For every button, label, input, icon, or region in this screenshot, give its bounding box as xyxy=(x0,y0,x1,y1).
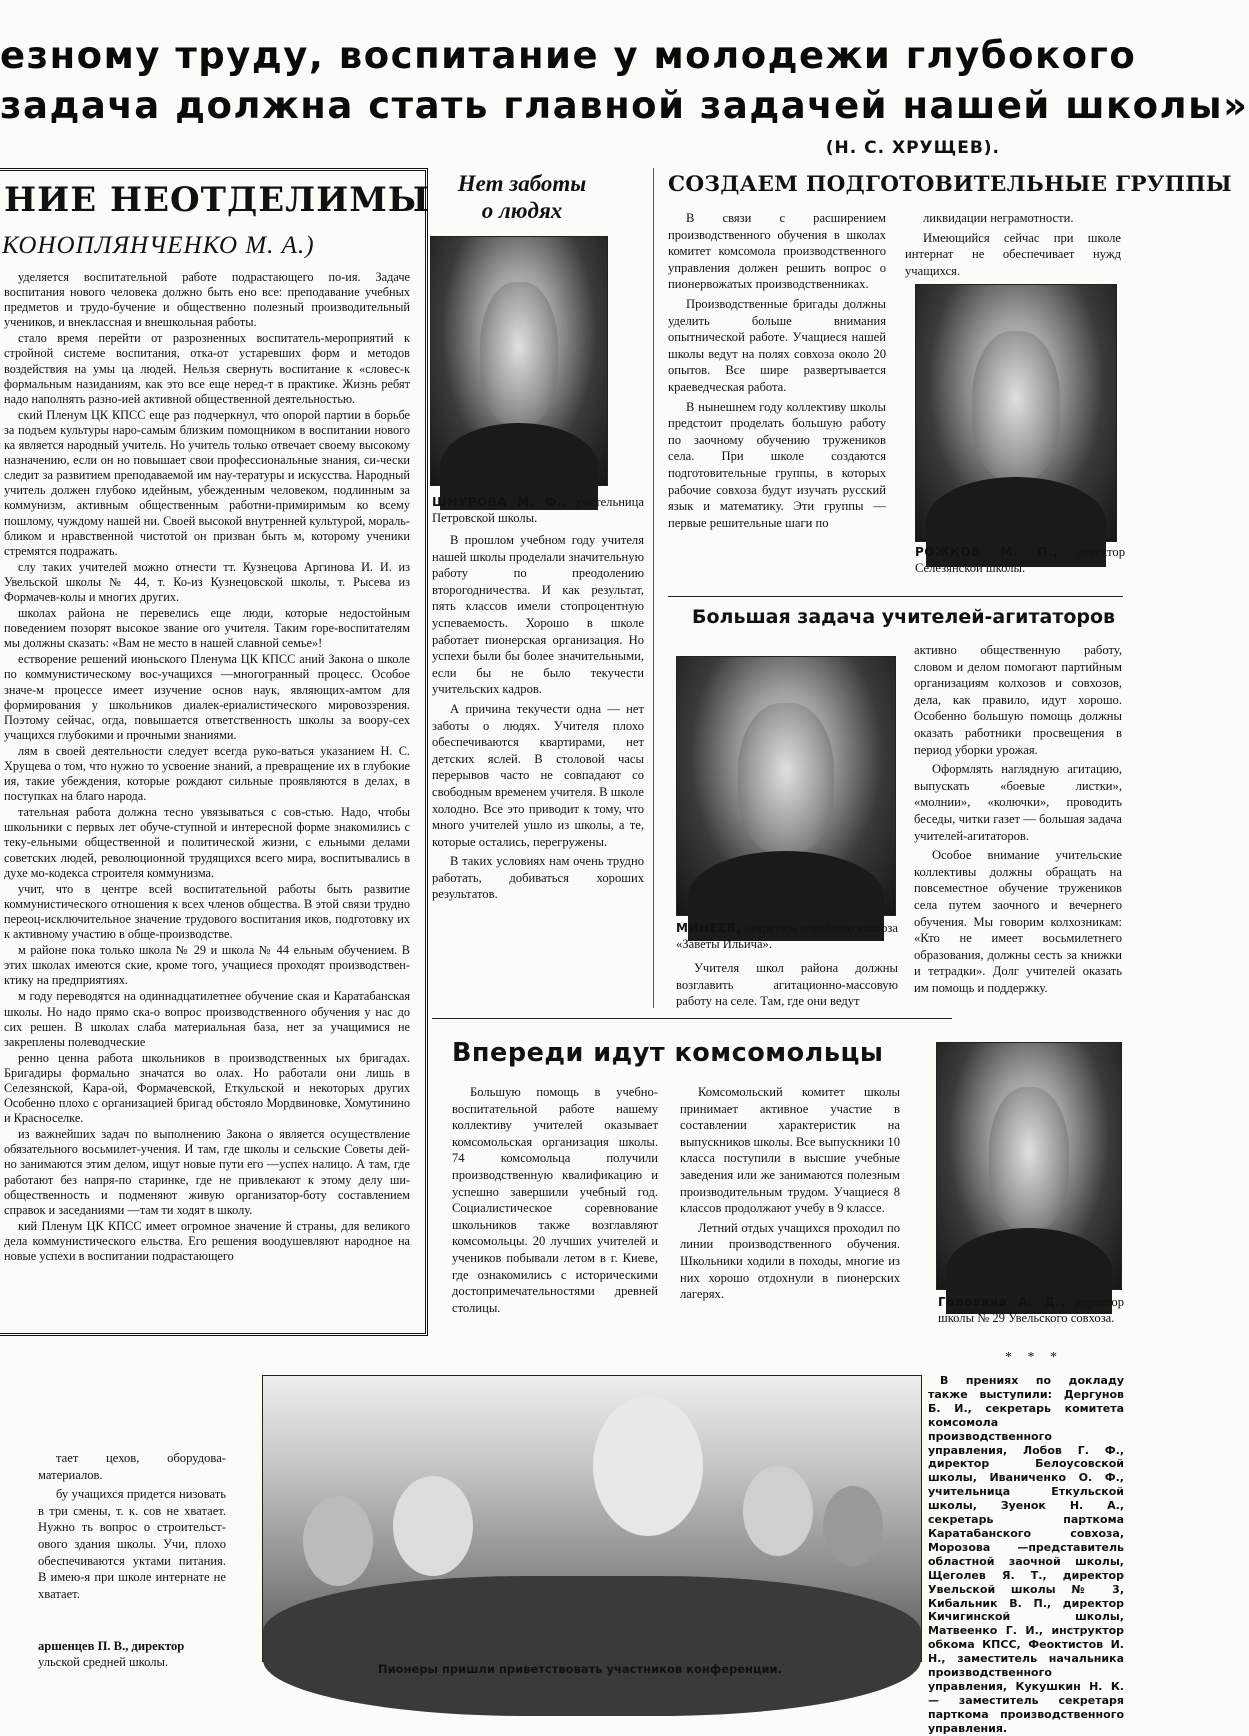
agitators-paragraph: активно общественную работу, словом и делом помогают партийным организациям колхозов и совхозов, дела, как правило, идут хорошо. Особенно большую помощь должны оказать работники просвещения в период уборки урожая. xyxy=(914,643,1122,757)
section-rule xyxy=(432,1018,952,1019)
no-care-paragraph: А причина текучести одна — нет заботы о людях. Учителя плохо обеспечиваются квартирами, нет детских яслей. В столовой часы перерывов часто не совпадают со свободным временем учителя. В школе холодно. Все это приводит к тому, что много учителей ушло из школы, а те, которые остались, перегружены. xyxy=(432,701,644,849)
left-article-title: НИЕ НЕОТДЕЛИМЫ xyxy=(4,180,430,220)
komsomol-paragraph: Комсомольский комитет школы принимает активное участие в составлении характеристик на выпускников школы. Все выпускники 10 класса поступили в высшие учебные заведения или же занимаются полезным производительным трудом. Учащиеся 8 классов продолжают учебу в 9 классе. xyxy=(680,1085,900,1216)
banner-line-1: езному труду, воспитание у молодежи глубокого xyxy=(0,34,1137,77)
golovina-photo xyxy=(936,1042,1122,1290)
no-care-paragraph: В таких условиях нам очень трудно работать, добиваться хороших результатов. xyxy=(432,854,644,902)
left-paragraph: кий Пленум ЦК КПСС имеет огромное значение й страны, для великого дела коммунистического ельства. Его решения воодушевляют народное на новые успехи в воспитании подрастающего xyxy=(4,1218,410,1263)
left-tail-body xyxy=(38,1450,226,1635)
shnurova-photo xyxy=(430,236,608,486)
left-tail-paragraph: бу учащихся придется низовать в три смены, т. к. сов не хватает. Нужно ть вопрос о строительст-ового здания школы. Учи, плохо обеспечиваются уктами питания. В имею-я при школе интернате не хватает. xyxy=(38,1487,226,1601)
caption-rest: учительница Петровской школы. xyxy=(432,495,645,525)
left-paragraph: стало время перейти от разрозненных воспитатель-мероприятий к стройной системе воспитания, отка-от устаревших форм и методов воздействия на умы ца людей. Нельзя свернуть воспитание к «словес-к формальным назиданиям, как это все еще неред-т в практике. Жизнь ребят надо наполнять разно-ией активной общественной деятельностью. xyxy=(4,331,410,406)
rozhkov-caption xyxy=(915,544,1125,576)
debates-text: В прениях по докладу также выступили: Дергунов Б. И., секретарь комитета комсомола производственного управления, Лобов Г. Ф., директор Белоусовской школы, Иваниченко О. Ф., учительница Еткульской школы, Зуенок Н. А., секретарь парткома Каратабанского совхоза, Морозова —представитель областной заочной школы, Щеголев Я. Т., директор Увельской школы № 3, Кибальник В. П., директор Кичигинской школы, Матвеенко Г. И., инструктор обкома КПСС, Феоктистов И. Н., заместитель начальника производственного управления, Кукушкин Н. К. — заместитель секретаря парткома производственного управления. xyxy=(928,1374,1124,1735)
agitators-paragraph: Учителя школ района должны возглавить агитационно-массовую работу на селе. Там, где они ведут xyxy=(676,961,898,1009)
shnurova-caption xyxy=(432,494,644,526)
prep-groups-paragraph: В связи с расширением производственного обучения в школах комитет комсомола производственного управления должен решить вопрос о пионервожатых производственниках. xyxy=(668,211,886,292)
golovina-caption xyxy=(938,1294,1124,1326)
left-paragraph: учит, что в центре всей воспитательной работы быть развитие коммунистического отношения к всех членов общества. В этой связи трудно переоц-исключительное значение трудового воспитания иков, подготовку их к активному участию в обще-производстве. xyxy=(4,881,410,942)
prep-groups-paragraph: ликвидации неграмотности. xyxy=(923,211,1074,225)
pioneers-photo xyxy=(262,1375,922,1662)
no-care-title-line-2: о людях xyxy=(481,198,563,223)
debates-body xyxy=(928,1374,1124,1735)
no-care-paragraph: В прошлом учебном году учителя нашей школы проделали значительную работу по преодолению второгодничества. И как результат, пять классов имели стопроцентную успеваемость. Хорошо в школе работает пионерская организация. Но успехи были бы более значительными, если бы не было текучести учительских кадров. xyxy=(432,533,644,697)
banner-line-2: задача должна стать главной задачей нашей школы» xyxy=(0,84,1249,127)
left-tail-paragraph: тает цехов, оборудова-материалов. xyxy=(38,1451,226,1482)
section-rule xyxy=(668,596,1123,597)
left-paragraph: м году переводятся на одиннадцатилетнее обучение ская и Каратабанская школы. Но надо прямо ска-о вопрос производственного обучения у нас до сих решен. В школах слаба материальная база, нет за учащимися не закреплены полеводческие xyxy=(4,989,410,1049)
komsomol-paragraph: Большую помощь в учебно-воспитательной работе нашему коллективу учителей оказывает комсомольская организация школы. 74 комсомольца получили производственную квалификацию и успешно завершили учебный год. Социалистическое соревнование школьников также возглавляют комсомольцы. 20 лучших учителей и учеников побывали летом в г. Киеве, где ознакомились с историческими достопримечательностями древней столицы. xyxy=(452,1085,658,1315)
left-paragraph: уделяется воспитательной работе подрастающего по-ия. Задаче воспитания нового человека должно быть ено все: преподавание учебных предметов и трудо-бучение и общественно полезный производительный учеников, и внеклассная и внешкольная работы. xyxy=(4,270,410,330)
mineev-caption xyxy=(676,920,898,952)
left-paragraph: тательная работа должна тесно увязываться с сов-стью. Надо, чтобы школьники с первых лет обуче-ступной и интересной форме знакомились с теку-ельными общественной и политической жизни, с ельными делами советских людей, революционной трудящихся всего мира, воспитывались в духе мо-кодекса строителя коммунизма. xyxy=(4,805,410,880)
prep-groups-col2 xyxy=(905,210,1121,278)
agitators-under-photo xyxy=(676,960,898,1012)
debates-stars: * * * xyxy=(1005,1350,1063,1365)
left-paragraph: из важнейших задач по выполнению Закона о является осуществление обязательного восьмилет-учения. И там, где школы и сельские Советы дей-но занимаются этим делом, ищут новые пути его —успех налицо. А там, где работают без напря-по старинке, где не привлекают к этому делу ши-общественность и подменяют живую организатор-боту составлением справок и заседаниями —там ти ходят в школу. xyxy=(4,1127,410,1217)
caption-rest: директор школы № 29 Увельского совхоза. xyxy=(938,1295,1124,1325)
no-care-title-line-1: Нет заботы xyxy=(457,171,587,196)
caption-name: МИНЕЕВ, xyxy=(676,921,742,935)
left-paragraph: ренно ценна работа школьников в производственных ых бригадах. Бригадиры формально значатся во олах. Но работали они лишь в Селезянской, Кара-ой, Формачевской, Еткульской и некоторых других Особенно плохо с организацией бригад обстояло Мордвиновке, Хомутинино и Красноселке. xyxy=(4,1050,410,1126)
prep-groups-col1 xyxy=(668,210,886,585)
agitators-paragraph: Особое внимание учительские коллективы должны обращать на повсеместное обучение тружеников села путем заочного и вечернего обучения. Мы говорим колхозникам: «Кто не имеет восьмилетнего образования, должны сесть за книжки и тетрадки». Долг учителей оказать им помощь и поддержку. xyxy=(914,848,1122,995)
left-paragraph: школах района не перевелись еще люди, которые недостойным поведением позорят высокое звание ого учителя. Таким горе-воспитателям мы должны сказать: «Вам не место в нашей славной семье»! xyxy=(4,606,410,651)
no-care-title xyxy=(432,170,612,224)
column-divider xyxy=(653,168,654,1008)
pioneers-caption: Пионеры пришли приветствовать участников конференции. xyxy=(378,1662,782,1676)
agitators-title: Большая задача учителей-агитаторов xyxy=(692,606,1116,628)
left-paragraph: лям в своей деятельности следует всегда руко-ваться указанием Н. С. Хрущева о том, что нужно то усвоение знаний, а превращение их в глубокие ия, такие убеждения, которые рождают сильные проявляются в делах, в поступках на благо народа. xyxy=(4,743,410,804)
prep-groups-paragraph: Имеющийся сейчас при школе интернат не обеспечивает нужд учащихся. xyxy=(905,230,1121,278)
caption-rest: секретарь партбюро колхоза «Заветы Ильича». xyxy=(676,921,898,951)
komsomol-paragraph: Летний отдых учащихся проходил по линии производственного обучения. Школьники ходили в походы, многие из них хорошо отдохнули в пионерских лагерях. xyxy=(680,1220,900,1302)
caption-name: ШНУРОВА М. Ф., xyxy=(432,495,568,509)
caption-name: Головина А. Д., xyxy=(938,1295,1066,1309)
agitators-paragraph: Оформлять наглядную агитацию, выпускать «боевые листки», «молнии», «колючки», проводить беседы, читки газет — большая задача учителей-агитаторов. xyxy=(914,762,1122,843)
no-care-body xyxy=(432,532,644,1012)
komsomol-title: Впереди идут комсомольцы xyxy=(452,1038,884,1068)
left-tail-signature-place: ульской средней школы. xyxy=(38,1655,169,1669)
agitators-body xyxy=(914,642,1122,1014)
left-article-body xyxy=(4,270,410,1322)
left-paragraph: слу таких учителей можно отнести тт. Кузнецова Аргинова И. И. из Увельской школы № 44, т. Ко-из Кузнецовской школы, т. Рысева из Формачев-колы и многих других. xyxy=(4,559,410,604)
prep-groups-paragraph: В нынешнем году коллективу школы предстоит проделать большую работу по заочному обучению тружеников села. При школе создаются подготовительные группы, в которых рабочие совхоза будут изучать русский язык и математику. Эти группы — первые решительные шаги по xyxy=(668,399,886,530)
left-paragraph: ский Пленум ЦК КПСС еще раз подчеркнул, что опорой партии в борьбе за подъем культуры наро-самым близким помощником в воспитании нового ка является народный учитель. Но учитель только отвечает своему высокому назначению, если он но повышает свои профессиональные знания, си-чески следит за развитием преподаваемой им нау-тературы и искусства. Народный учитель должен глубоко идейным, убежденным человеком, подлинным за коммунизм, активным общественным работни-примиримым ко всему пошлому, чуждому нашей ни. Своей высокой внутренней культурой, мораль-бликом и нравственной чистотой он призван быть м, которому ученики стремятся подражать. xyxy=(4,407,410,558)
left-article-author: КОНОПЛЯНЧЕНКО М. А.) xyxy=(2,232,315,259)
left-paragraph: м районе пока только школа № 29 и школа № 44 ельным обучением. В этих школах имеются ские, кроме того, учащиеся проходят производствен-ктику на предприятиях. xyxy=(4,943,410,988)
caption-rest: директор Селезянской школы. xyxy=(915,545,1126,575)
quote-attribution: (Н. С. ХРУЩЕВ). xyxy=(825,138,1000,158)
komsomol-col2 xyxy=(680,1084,900,1364)
left-tail-signature xyxy=(38,1638,238,1670)
left-paragraph: естворение решений июньского Пленума ЦК КПСС аний Закона о школе по коммунистическому вос-учащихся —многогранный процесс. Особое значе-м процессе имеет изучение основ наук, являющих-амтом для формирования у школьников диалек-ериалистического мировоззрения. Поэтому сейчас, огда, повышается ответственность школы за воору-сех учащихся глубокими и прочными знаниями. xyxy=(4,652,410,742)
left-tail-signature-name: аршенцев П. В., директор xyxy=(38,1639,185,1653)
komsomol-col1 xyxy=(452,1084,658,1364)
caption-name: РОЖКОВ М. П., xyxy=(915,545,1059,559)
mineev-photo xyxy=(676,656,896,916)
rozhkov-photo xyxy=(915,284,1117,542)
prep-groups-title: СОЗДАЕМ ПОДГОТОВИТЕЛЬНЫЕ ГРУППЫ xyxy=(668,172,1232,197)
prep-groups-paragraph: Производственные бригады должны уделить больше внимания опытнической работе. Учащиеся нашей школы ведут на полях совхоза около 20 опытов. Все шире развертывается краеведческая работа. xyxy=(668,296,886,394)
